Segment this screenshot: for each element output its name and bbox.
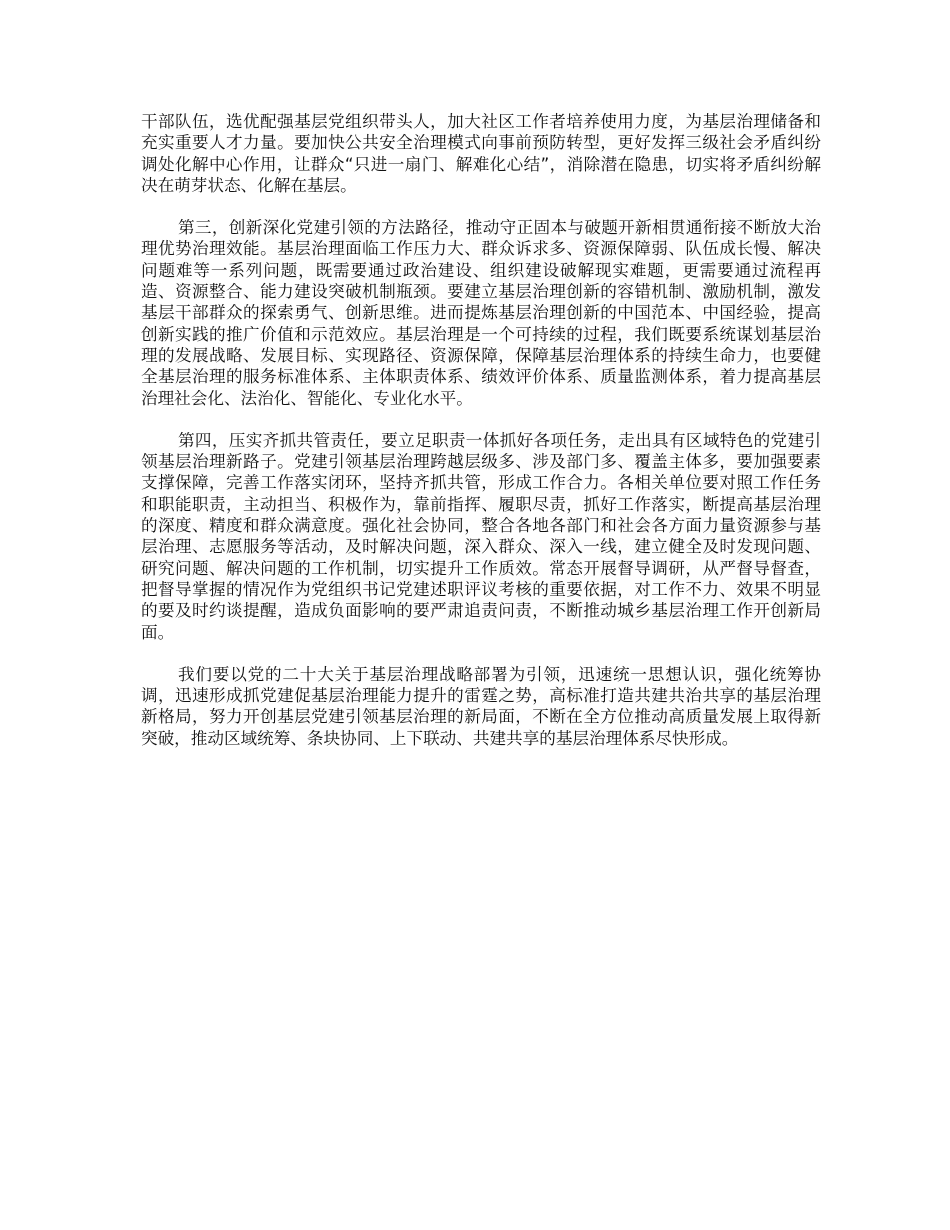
document-page (141, 111, 821, 770)
paragraph-3: 第四，压实齐抓共管责任，要立足职责一体抓好各项任务，走出具有区域特色的党建引领基层治理新路子。党建引领基层治理跨越层级多、涉及部门多、覆盖主体多，要加强要素支撑保障，完善工作落实闭环，坚持齐抓共管，形成工作合力。各相关单位要对照工作任务和职能职责，主动担当、积极作为，靠前指挥、履职尽责，抓好工作落实，断提高基层治理的深度、精度和群众满意度。强化社会协同，整合各地各部门和社会各方面力量资源参与基层治理、志愿服务等活动，及时解决问题，深入群众、深入一线，建立健全及时发现问题、研究问题、解决问题的工作机制，切实提升工作质效。常态开展督导调研，从严督导督查，把督导掌握的情况作为党组织书记党建述职评议考核的重要依据，对工作不力、效果不明显的要及时约谈提醒，造成负面影响的要严肃追责问责，不断推动城乡基层治理工作开创新局面。 (141, 430, 821, 642)
paragraph-4: 我们要以党的二十大关于基层治理战略部署为引领，迅速统一思想认识，强化统筹协调，迅速形成抓党建促基层治理能力提升的雷霆之势，高标准打造共建共治共享的基层治理新格局，努力开创基层党建引领基层治理的新局面，不断在全方位推动高质量发展上取得新突破，推动区域统筹、条块协同、上下联动、共建共享的基层治理体系尽快形成。 (141, 664, 821, 748)
paragraph-1: 干部队伍，选优配强基层党组织带头人，加大社区工作者培养使用力度，为基层治理储备和充实重要人才力量。要加快公共安全治理模式向事前预防转型，更好发挥三级社会矛盾纠纷调处化解中心作用，让群众“只进一扇门、解难化心结”，消除潜在隐患，切实将矛盾纠纷解决在萌芽状态、化解在基层。 (141, 112, 821, 195)
paragraph-2: 第三，创新深化党建引领的方法路径，推动守正固本与破题开新相贯通衔接不断放大治理优势治理效能。基层治理面临工作压力大、群众诉求多、资源保障弱、队伍成长慢、解决问题难等一系列问题，既需要通过政治建设、组织建设破解现实难题，更需要通过流程再造、资源整合、能力建设突破机制瓶颈。要建立基层治理创新的容错机制、激励机制，激发基层干部群众的探索勇气、创新思维。进而提炼基层治理创新的中国范本、中国经验，提高创新实践的推广价值和示范效应。基层治理是一个可持续的过程，我们既要系统谋划基层治理的发展战略、发展目标、实现路径、资源保障，保障基层治理体系的持续生命力，也要健全基层治理的服务标准体系、主体职责体系、绩效评价体系、质量监测体系，着力提高基层治理社会化、法治化、智能化、专业化水平。 (141, 218, 821, 408)
